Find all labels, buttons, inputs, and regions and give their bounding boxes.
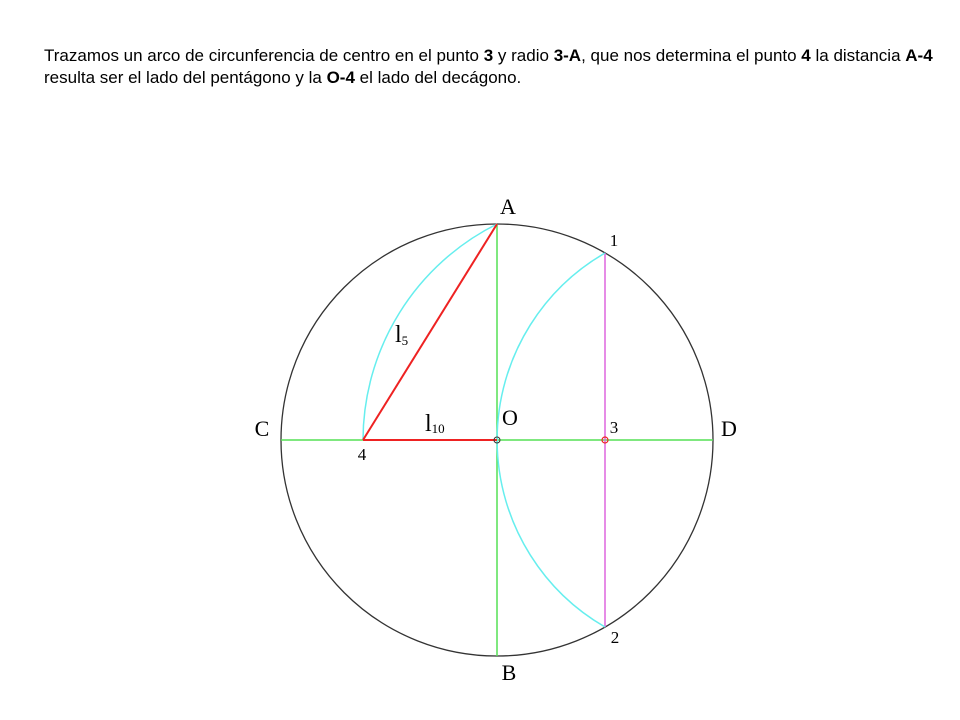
caption-seg-bold: 4 xyxy=(801,46,811,65)
label-d: D xyxy=(721,416,737,441)
label-point-3: 3 xyxy=(609,418,619,437)
label-point-2: 2 xyxy=(610,628,620,647)
caption-seg-bold: O-4 xyxy=(326,68,355,87)
label-l10 xyxy=(425,411,445,437)
caption-seg-bold: 3-A xyxy=(553,46,582,65)
label-a: A xyxy=(500,194,516,219)
label-point-1: 1 xyxy=(609,231,619,250)
label-o: O xyxy=(502,405,518,430)
caption-seg: resulta ser el lado del pentágono y la xyxy=(44,68,327,87)
label-l5-sub: 5 xyxy=(401,333,409,348)
label-point-4: 4 xyxy=(357,445,367,464)
label-l10-sub: 10 xyxy=(431,421,445,436)
caption-seg-bold: A-4 xyxy=(905,46,933,65)
label-l5-main: l xyxy=(395,322,402,348)
caption-seg: , que nos determina el punto xyxy=(581,46,802,65)
caption-seg-bold: 3 xyxy=(483,46,494,65)
caption-seg: el lado del decágono. xyxy=(354,68,522,87)
label-b: B xyxy=(501,660,517,685)
label-l10-main: l xyxy=(425,411,432,437)
caption-seg: la distancia xyxy=(810,46,906,65)
label-l5 xyxy=(395,322,408,348)
caption-seg: Trazamos un arco de circunferencia de centro en el punto xyxy=(44,46,484,65)
label-c: C xyxy=(254,416,270,441)
caption-seg: y radio xyxy=(493,46,554,65)
